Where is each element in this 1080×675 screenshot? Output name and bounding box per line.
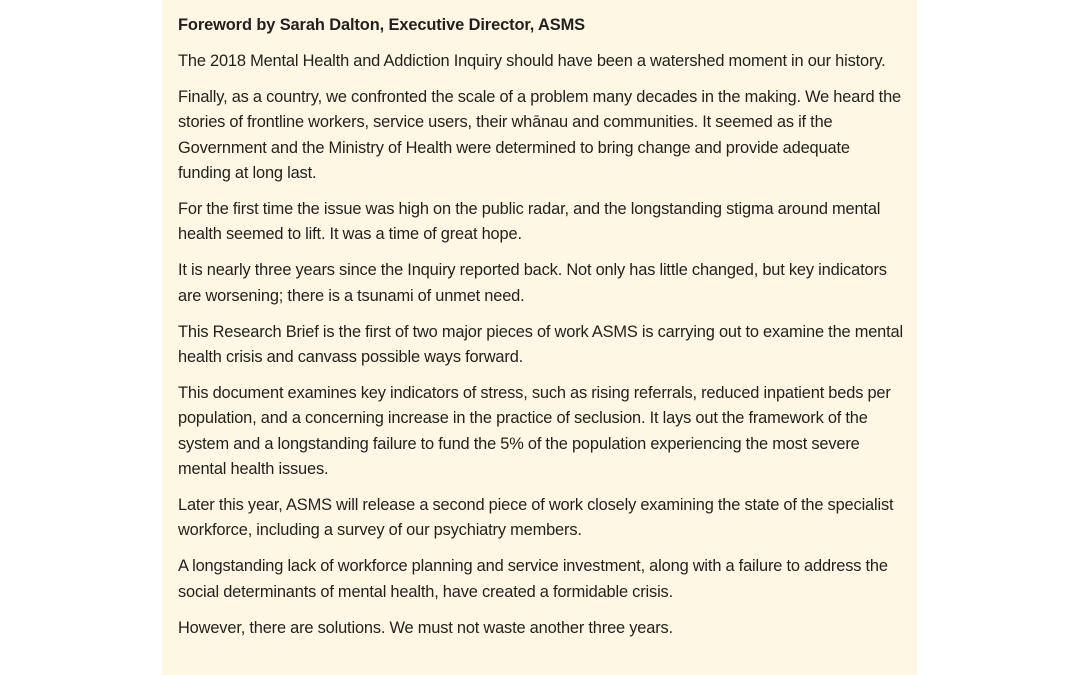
foreword-paragraph: Finally, as a country, we confronted the scale of a problem many decades in the making. We heard the stories of frontline workers, service users, their whānau and communities. It seemed as if the Government and the Ministry of Health were determined to bring change and provide adequate funding at long last. xyxy=(178,88,902,182)
foreword-heading: Foreword by Sarah Dalton, Executive Director, ASMS xyxy=(178,16,585,34)
foreword-paragraph: Later this year, ASMS will release a second piece of work closely examining the state of the specialist workforce, including a survey of our psychiatry members. xyxy=(178,496,894,540)
foreword-paragraph: This document examines key indicators of stress, such as rising referrals, reduced inpatient beds per population, and a concerning increase in the practice of seclusion. It lays out the framework of the system and a longstanding failure to fund the 5% of the population experiencing the most severe mental health issues. xyxy=(178,384,891,478)
foreword-paragraph: The 2018 Mental Health and Addiction Inquiry should have been a watershed moment in our history. xyxy=(178,52,886,70)
foreword-paragraph: For the first time the issue was high on the public radar, and the longstanding stigma around mental health seemed to lift. It was a time of great hope. xyxy=(178,200,881,244)
foreword-paragraph: This Research Brief is the first of two major pieces of work ASMS is carrying out to examine the mental health crisis and canvass possible ways forward. xyxy=(178,322,903,367)
foreword-paragraph: It is nearly three years since the Inquiry reported back. Not only has little changed, but key indicators are worsening; there is a tsunami of unmet need. xyxy=(178,261,887,305)
foreword-paragraph: A longstanding lack of workforce planning and service investment, along with a failure to address the social determinants of mental health, have created a formidable crisis. xyxy=(178,557,888,601)
foreword-paragraph: However, there are solutions. We must not waste another three years. xyxy=(178,618,673,637)
foreword-body xyxy=(178,49,905,641)
foreword-panel xyxy=(162,0,917,675)
